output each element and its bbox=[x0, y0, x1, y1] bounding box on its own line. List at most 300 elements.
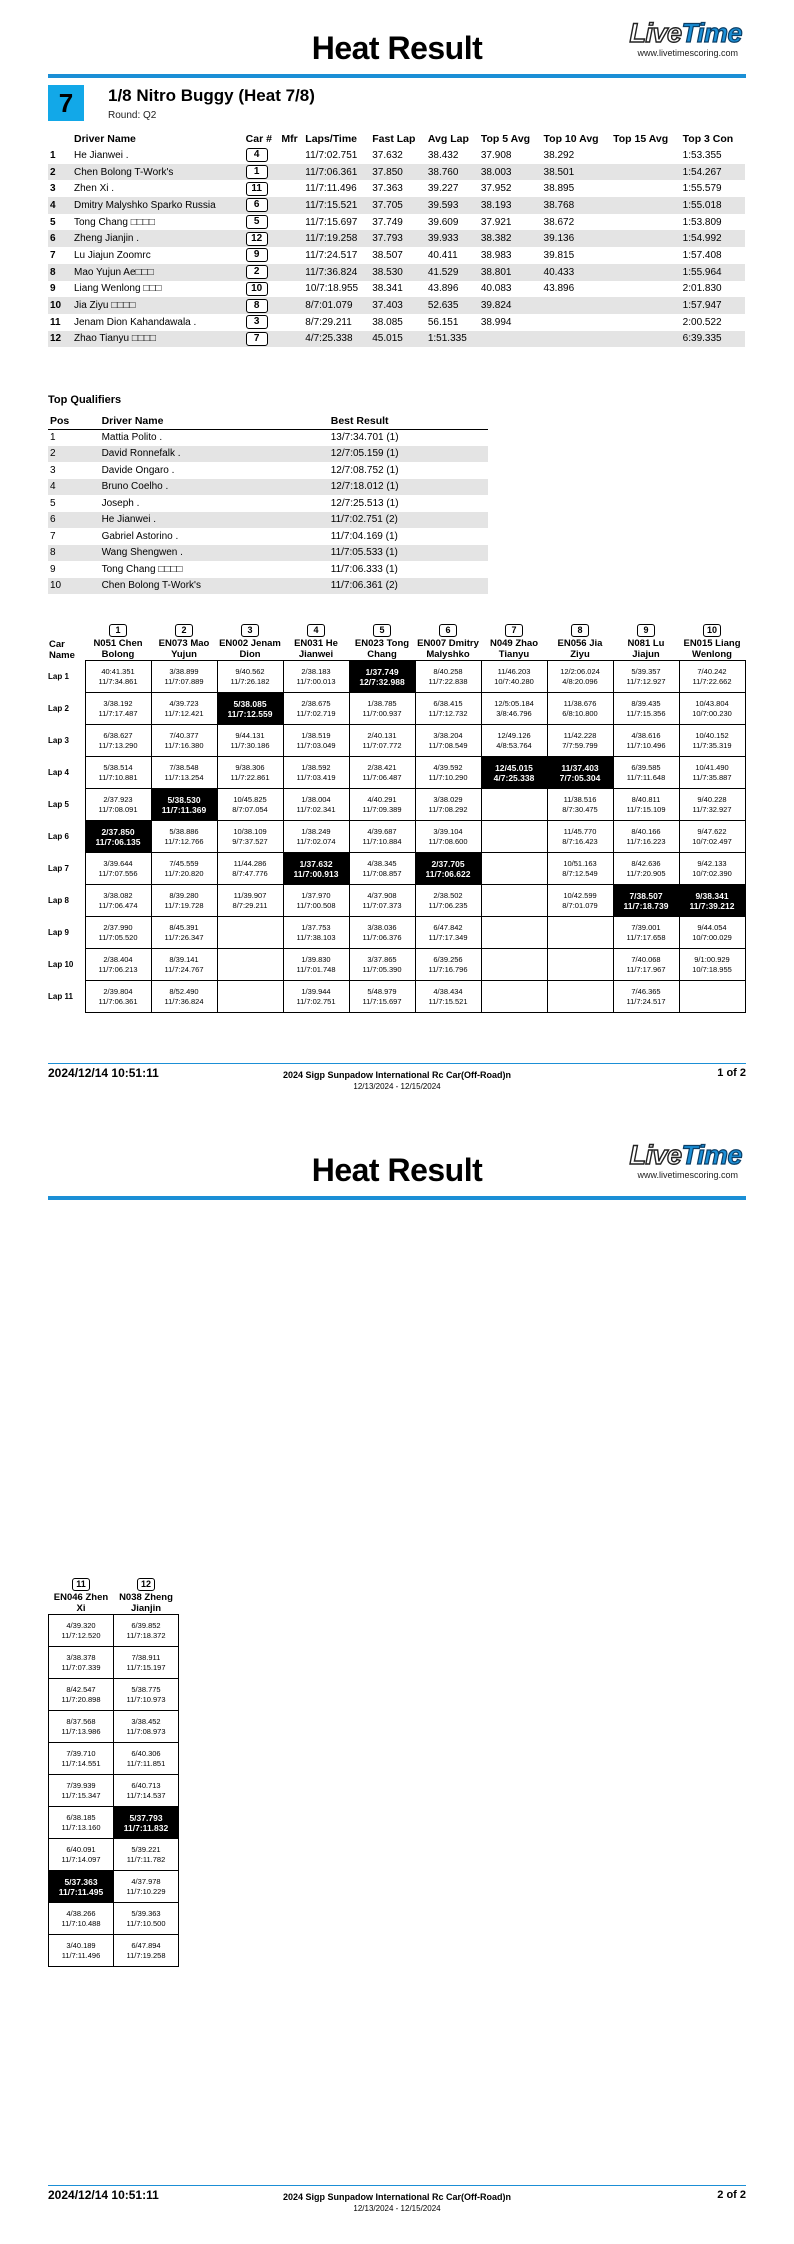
lap-time: 10/38.109 bbox=[233, 826, 267, 836]
lap-cumulative: 11/7:22.861 bbox=[230, 772, 270, 782]
lap-cumulative: 11/7:17.487 bbox=[98, 708, 138, 718]
lap-cell bbox=[217, 853, 283, 885]
car-driver-name: N038 Zheng Jianjin bbox=[119, 1592, 173, 1614]
empty-lap-cell bbox=[481, 981, 547, 1013]
lap-grid-row bbox=[48, 917, 745, 949]
results-cell: 1:55.579 bbox=[682, 183, 722, 195]
lap-cumulative: 11/7:13.160 bbox=[61, 1822, 101, 1832]
lap-cell bbox=[217, 757, 283, 789]
lap-time: 11/38.516 bbox=[563, 794, 597, 804]
qualifier-row bbox=[48, 479, 488, 496]
lap-cell bbox=[217, 789, 283, 821]
results-cell: Zheng Jianjin . bbox=[72, 230, 244, 247]
best-lap-cell bbox=[415, 853, 481, 885]
lap-cell bbox=[613, 853, 679, 885]
lap-time: 6/40.306 bbox=[131, 1748, 161, 1758]
empty-lap-cell bbox=[481, 789, 547, 821]
lap-cell bbox=[114, 1711, 179, 1743]
livetime-logo bbox=[597, 1140, 742, 1184]
qualifier-cell: 4 bbox=[48, 479, 100, 496]
results-cell bbox=[279, 180, 303, 197]
lap-time: 1/37.970 bbox=[301, 890, 331, 900]
results-cell: 11/7:36.824 bbox=[303, 264, 370, 281]
lap-grid-row bbox=[48, 949, 745, 981]
results-cell: 40.433 bbox=[542, 264, 612, 281]
lap-time: 8/39.280 bbox=[169, 890, 199, 900]
lap-label: Lap 9 bbox=[48, 927, 69, 937]
livetime-logo bbox=[597, 18, 742, 62]
results-cell: 37.705 bbox=[370, 197, 426, 214]
lap-cumulative: 11/7:06.487 bbox=[362, 772, 402, 782]
lap-cumulative: 11/7:11.495 bbox=[58, 1886, 104, 1897]
page-title: Heat Result bbox=[311, 1152, 483, 1188]
lap-cumulative: 11/7:11.496 bbox=[61, 1950, 101, 1960]
lap-time: 3/38.029 bbox=[433, 794, 463, 804]
empty-lap-cell bbox=[217, 949, 283, 981]
lap-time: 3/38.378 bbox=[66, 1652, 96, 1662]
lap-cell bbox=[283, 981, 349, 1013]
footer-rule bbox=[48, 2185, 746, 2186]
results-cell bbox=[279, 281, 303, 298]
lap-time: 4/37.978 bbox=[131, 1876, 161, 1886]
results-cell: 11 bbox=[50, 316, 61, 328]
lap-cell bbox=[49, 1903, 114, 1935]
lap-grid-row bbox=[48, 693, 745, 725]
lap-cumulative: 11/7:39.212 bbox=[689, 900, 735, 911]
results-cell: 8 bbox=[48, 264, 72, 281]
empty-lap-cell bbox=[481, 885, 547, 917]
results-cell bbox=[244, 214, 280, 231]
car-number-box: 4 bbox=[307, 624, 325, 637]
lap-time: 8/40.811 bbox=[631, 794, 661, 804]
lap-cell bbox=[415, 757, 481, 789]
lap-grid-row bbox=[49, 1743, 179, 1775]
empty-lap-cell bbox=[547, 981, 613, 1013]
results-row bbox=[48, 264, 745, 281]
lap-time: 5/38.530 bbox=[167, 794, 201, 805]
lap-time: 1/38.249 bbox=[301, 826, 331, 836]
qualifier-row bbox=[48, 561, 488, 578]
qualifier-cell: 12/7:25.513 (1) bbox=[330, 497, 399, 509]
lap-grid-car-header bbox=[85, 624, 151, 661]
lap-cumulative: 11/7:10.884 bbox=[362, 836, 402, 846]
lap-cumulative: 11/7:11.832 bbox=[123, 1822, 169, 1833]
empty-lap-cell bbox=[547, 917, 613, 949]
lap-cumulative: 11/7:24.517 bbox=[626, 996, 666, 1006]
lap-time: 9/47.622 bbox=[697, 826, 727, 836]
lap-time: 1/38.592 bbox=[301, 762, 331, 772]
car-number-box: 4 bbox=[246, 148, 268, 162]
lap-time: 5/37.363 bbox=[64, 1876, 98, 1887]
results-cell: 38.382 bbox=[479, 230, 542, 247]
car-number-box: 3 bbox=[246, 315, 268, 329]
car-number-box: 5 bbox=[373, 624, 391, 637]
car-number-box: 9 bbox=[246, 248, 268, 262]
lap-cell bbox=[547, 853, 613, 885]
lap-cumulative: 11/7:11.851 bbox=[126, 1758, 166, 1768]
lap-cell bbox=[481, 725, 547, 757]
results-cell: 9 bbox=[50, 283, 56, 295]
empty-lap-cell bbox=[481, 917, 547, 949]
car-number-box: 11 bbox=[72, 1578, 90, 1591]
car-number-box: 10 bbox=[246, 282, 268, 296]
lap-time: 3/38.036 bbox=[367, 922, 397, 932]
lap-time: 8/39.141 bbox=[169, 954, 199, 964]
lap-cumulative: 11/7:08.857 bbox=[362, 868, 402, 878]
best-lap-cell bbox=[151, 789, 217, 821]
lap-cell bbox=[151, 981, 217, 1013]
lap-time: 5/48.979 bbox=[367, 986, 397, 996]
lap-label: Lap 8 bbox=[48, 895, 69, 905]
lap-cumulative: 11/7:20.820 bbox=[164, 868, 204, 878]
lap-time: 2/38.502 bbox=[433, 890, 463, 900]
results-cell: 1:53.809 bbox=[682, 216, 722, 228]
lap-time: 2/38.183 bbox=[301, 666, 331, 676]
lap-cumulative: 8/7:29.211 bbox=[232, 900, 268, 910]
empty-lap-cell bbox=[481, 821, 547, 853]
lap-time: 6/38.627 bbox=[103, 730, 133, 740]
lap-time: 9/44.054 bbox=[697, 922, 727, 932]
results-cell: 5 bbox=[50, 216, 56, 228]
lap-cumulative: 10/7:00.230 bbox=[692, 708, 732, 718]
car-number-box: 10 bbox=[703, 624, 721, 637]
results-cell: 2 bbox=[48, 164, 72, 181]
lap-cell bbox=[349, 693, 415, 725]
lap-cumulative: 11/7:05.390 bbox=[362, 964, 402, 974]
lap-cumulative: 11/7:11.782 bbox=[126, 1854, 166, 1864]
qualifier-cell: 11/7:02.751 (2) bbox=[329, 512, 488, 529]
lap-cell bbox=[85, 693, 151, 725]
results-cell: 39.609 bbox=[427, 216, 459, 228]
results-cell: 43.896 bbox=[543, 283, 575, 295]
lap-grid-car-header bbox=[415, 624, 481, 661]
car-driver-name: EN056 Jia Ziyu bbox=[557, 638, 603, 660]
results-cell bbox=[611, 230, 681, 247]
results-cell: 4 bbox=[48, 197, 72, 214]
car-driver-name: EN031 He Jianwei bbox=[294, 638, 338, 660]
lap-cell bbox=[85, 885, 151, 917]
lap-cell bbox=[349, 789, 415, 821]
results-cell: 38.530 bbox=[370, 264, 426, 281]
qualifier-header-cell: Best Result bbox=[329, 413, 488, 429]
lap-cumulative: 8/7:16.423 bbox=[562, 836, 598, 846]
lap-cell bbox=[217, 821, 283, 853]
car-number-box: 5 bbox=[246, 215, 268, 229]
car-number-box: 9 bbox=[637, 624, 655, 637]
footer-event: 2024 Sigp Sunpadow International Rc Car(Off-Road)n bbox=[282, 1070, 512, 1080]
results-cell: 38.003 bbox=[479, 164, 542, 181]
lap-cell bbox=[151, 821, 217, 853]
lap-grid-row bbox=[49, 1615, 179, 1647]
lap-cell bbox=[613, 981, 679, 1013]
lap-time: 6/47.842 bbox=[433, 922, 463, 932]
results-cell bbox=[542, 331, 612, 348]
lap-grid-row-header bbox=[48, 624, 85, 661]
lap-time: 9/40.562 bbox=[235, 666, 265, 676]
results-cell: 38.507 bbox=[372, 249, 403, 261]
footer-date: 2024/12/14 10:51:11 bbox=[48, 1066, 159, 1080]
results-cell: Dmitry Malyshko Sparko Russia bbox=[72, 197, 244, 214]
lap-cell bbox=[415, 949, 481, 981]
qualifier-cell: 11/7:05.533 (1) bbox=[329, 545, 488, 562]
lap-time: 12/2:06.024 bbox=[560, 666, 600, 676]
lap-cell bbox=[415, 725, 481, 757]
lap-cumulative: 10/7:02.497 bbox=[692, 836, 732, 846]
lap-cell bbox=[415, 789, 481, 821]
lap-cumulative: 11/7:24.767 bbox=[164, 964, 204, 974]
lap-time: 1/39.830 bbox=[301, 954, 331, 964]
lap-cell bbox=[85, 757, 151, 789]
lap-time: 4/37.908 bbox=[367, 890, 397, 900]
lap-cell bbox=[679, 821, 745, 853]
lap-cumulative: 11/7:03.049 bbox=[296, 740, 336, 750]
lap-cumulative: 11/7:16.380 bbox=[164, 740, 204, 750]
lap-time: 5/37.793 bbox=[129, 1812, 163, 1823]
lap-time: 4/40.291 bbox=[367, 794, 397, 804]
results-row bbox=[48, 247, 745, 264]
lap-cumulative: 9/7:37.527 bbox=[232, 836, 268, 846]
lap-time: 9/44.131 bbox=[235, 730, 265, 740]
header-rule bbox=[48, 74, 746, 78]
lap-time: 4/38.345 bbox=[367, 858, 397, 868]
results-cell: Lu Jiajun Zoomrc bbox=[74, 249, 151, 261]
lap-time: 11/45.770 bbox=[563, 826, 597, 836]
lap-cumulative: 11/7:35.319 bbox=[692, 740, 732, 750]
best-lap-cell bbox=[349, 661, 415, 693]
lap-cumulative: 11/7:16.796 bbox=[428, 964, 468, 974]
lap-time: 9/38.341 bbox=[695, 890, 729, 901]
lap-time: 4/39.320 bbox=[66, 1620, 96, 1630]
results-cell bbox=[279, 230, 303, 247]
results-cell bbox=[279, 147, 303, 164]
car-number-box: 7 bbox=[246, 332, 268, 346]
lap-cell bbox=[481, 661, 547, 693]
results-cell: 37.921 bbox=[480, 216, 512, 228]
results-cell bbox=[244, 247, 280, 264]
results-row bbox=[48, 147, 745, 164]
results-cell bbox=[244, 264, 280, 281]
results-cell: 38.760 bbox=[426, 164, 479, 181]
lap-time: 2/39.804 bbox=[103, 986, 133, 996]
lap-cell bbox=[547, 693, 613, 725]
lap-time: 10/42.599 bbox=[563, 890, 597, 900]
results-header-cell: Top 3 Con bbox=[682, 132, 734, 145]
lap-cumulative: 11/7:10.488 bbox=[61, 1918, 101, 1928]
lap-cell bbox=[217, 661, 283, 693]
qualifier-row bbox=[48, 446, 488, 463]
results-cell: 10 bbox=[48, 297, 72, 314]
car-number-box: 3 bbox=[241, 624, 259, 637]
lap-time: 7/40.377 bbox=[169, 730, 199, 740]
results-cell bbox=[244, 281, 280, 298]
lap-cell bbox=[547, 885, 613, 917]
lap-grid-row bbox=[49, 1839, 179, 1871]
lap-cell bbox=[49, 1711, 114, 1743]
qualifier-row bbox=[48, 528, 488, 545]
results-cell bbox=[611, 297, 681, 314]
footer-page-number: 1 of 2 bbox=[717, 1067, 746, 1079]
qualifier-cell: Davide Ongaro . bbox=[101, 464, 175, 476]
qualifier-cell: 3 bbox=[50, 464, 56, 476]
results-cell: Mao Yujun Ae□□□ bbox=[72, 264, 244, 281]
lap-time: 11/46.203 bbox=[497, 666, 531, 676]
car-number-box: 2 bbox=[246, 265, 268, 279]
car-number-box: 1 bbox=[246, 165, 268, 179]
results-header-cell: Driver Name bbox=[74, 132, 136, 145]
lap-cell bbox=[114, 1775, 179, 1807]
lap-cumulative: 11/7:19.728 bbox=[164, 900, 204, 910]
lap-grid-page-2 bbox=[48, 1578, 179, 1967]
qualifier-cell: 2 bbox=[48, 446, 100, 463]
lap-cell bbox=[151, 885, 217, 917]
lap-time: 8/39.435 bbox=[631, 698, 661, 708]
lap-cell bbox=[283, 949, 349, 981]
lap-cumulative: 11/7:06.622 bbox=[425, 868, 471, 879]
lap-time: 7/46.365 bbox=[631, 986, 661, 996]
lap-time: 3/39.644 bbox=[103, 858, 133, 868]
results-cell bbox=[244, 197, 280, 214]
lap-cell bbox=[283, 725, 349, 757]
qualifier-cell: 6 bbox=[48, 512, 100, 529]
lap-time: 9/42.133 bbox=[697, 858, 727, 868]
results-cell bbox=[244, 331, 280, 348]
results-cell: Zhao Tianyu □□□□ bbox=[72, 331, 244, 348]
qualifier-cell: 9 bbox=[50, 563, 56, 575]
car-label: Car bbox=[49, 638, 65, 650]
lap-cumulative: 11/7:15.356 bbox=[626, 708, 666, 718]
lap-cumulative: 4/7:25.338 bbox=[493, 772, 535, 783]
car-driver-name: EN046 Zhen Xi bbox=[53, 1592, 109, 1614]
car-number-box: 6 bbox=[439, 624, 457, 637]
logo-text-live: Live bbox=[629, 18, 682, 48]
results-cell: 2:00.522 bbox=[682, 316, 722, 328]
lap-cumulative: 11/7:07.889 bbox=[164, 676, 204, 686]
empty-lap-cell bbox=[217, 917, 283, 949]
results-cell: 1:57.947 bbox=[681, 297, 745, 314]
lap-time: 3/38.452 bbox=[131, 1716, 161, 1726]
results-cell: 37.749 bbox=[372, 216, 403, 228]
results-cell: Jenam Dion Kahandawala . bbox=[74, 316, 197, 328]
qualifier-cell: 11/7:06.333 (1) bbox=[330, 563, 398, 575]
lap-time: 2/37.923 bbox=[103, 794, 133, 804]
results-cell bbox=[279, 264, 303, 281]
lap-time: 12/49.126 bbox=[497, 730, 531, 740]
qualifier-cell: 5 bbox=[50, 497, 56, 509]
qualifier-cell: He Jianwei . bbox=[100, 512, 329, 529]
lap-cumulative: 8/7:07.054 bbox=[232, 804, 268, 814]
results-row bbox=[48, 164, 745, 181]
results-header-cell: Laps/Time bbox=[305, 132, 358, 145]
lap-cumulative: 11/7:15.197 bbox=[126, 1662, 166, 1672]
empty-lap-cell bbox=[547, 949, 613, 981]
lap-time: 5/38.514 bbox=[103, 762, 133, 772]
results-row bbox=[48, 230, 745, 247]
lap-time: 4/39.723 bbox=[169, 698, 199, 708]
lap-time: 7/39.001 bbox=[631, 922, 661, 932]
results-row bbox=[48, 214, 745, 231]
lap-cell bbox=[349, 917, 415, 949]
results-cell bbox=[279, 331, 303, 348]
lap-time: 4/38.616 bbox=[631, 730, 661, 740]
results-cell: 11/7:15.697 bbox=[305, 216, 358, 228]
lap-cell bbox=[349, 949, 415, 981]
qualifier-cell: Chen Bolong T-Work's bbox=[100, 578, 329, 595]
results-cell: 10/7:18.955 bbox=[305, 283, 359, 295]
results-cell bbox=[279, 314, 303, 331]
lap-label: Lap 3 bbox=[48, 735, 69, 745]
lap-cell bbox=[85, 949, 151, 981]
car-number-box: 1 bbox=[109, 624, 127, 637]
results-cell bbox=[611, 147, 681, 164]
car-driver-name: EN073 Mao Yujun bbox=[158, 638, 210, 660]
lap-cumulative: 11/7:34.861 bbox=[98, 676, 138, 686]
results-cell: 11/7:19.258 bbox=[303, 230, 370, 247]
qualifier-cell: 12/7:05.159 (1) bbox=[329, 446, 488, 463]
car-driver-name: EN015 Liang Wenlong bbox=[683, 638, 741, 660]
lap-cell bbox=[679, 789, 745, 821]
results-header-cell: Top 10 Avg bbox=[543, 132, 599, 145]
lap-time: 2/40.131 bbox=[367, 730, 397, 740]
lap-cell bbox=[613, 917, 679, 949]
lap-cumulative: 11/7:07.556 bbox=[98, 868, 138, 878]
lap-cumulative: 8/7:12.549 bbox=[562, 868, 598, 878]
results-cell bbox=[611, 214, 681, 231]
results-cell: 8/7:01.079 bbox=[303, 297, 370, 314]
lap-cumulative: 11/7:15.109 bbox=[626, 804, 666, 814]
lap-cell bbox=[349, 885, 415, 917]
qualifier-cell: 12/7:18.012 (1) bbox=[329, 479, 488, 496]
lap-label: Lap 1 bbox=[48, 671, 69, 681]
results-cell: 11/7:06.361 bbox=[303, 164, 370, 181]
lap-cumulative: 11/7:14.537 bbox=[126, 1790, 166, 1800]
lap-cell bbox=[114, 1679, 179, 1711]
results-cell: 37.363 bbox=[372, 183, 403, 195]
lap-time: 9/40.228 bbox=[697, 794, 727, 804]
lap-time: 7/38.911 bbox=[131, 1652, 161, 1662]
results-cell: 1 bbox=[50, 149, 56, 161]
lap-cumulative: 11/7:01.748 bbox=[296, 964, 336, 974]
footer-event-dates: 12/13/2024 - 12/15/2024 bbox=[353, 1082, 441, 1091]
lap-grid-car-header bbox=[547, 624, 613, 661]
lap-cell bbox=[679, 949, 745, 981]
name-label: Name bbox=[49, 649, 75, 661]
lap-cumulative: 11/7:17.658 bbox=[626, 932, 666, 942]
results-row bbox=[48, 297, 745, 314]
best-lap-cell bbox=[613, 885, 679, 917]
race-title: 1/8 Nitro Buggy (Heat 7/8) bbox=[108, 86, 315, 105]
lap-cumulative: 11/7:11.648 bbox=[626, 772, 666, 782]
lap-cell bbox=[349, 981, 415, 1013]
lap-cumulative: 4/8:20.096 bbox=[562, 676, 598, 686]
lap-cell bbox=[114, 1935, 179, 1967]
qualifier-cell: 11/7:06.361 (2) bbox=[329, 578, 488, 595]
footer-rule bbox=[48, 1063, 746, 1064]
car-driver-name: N049 Zhao Tianyu bbox=[489, 638, 539, 660]
results-cell: 8/7:29.211 bbox=[305, 316, 352, 328]
lap-cumulative: 12/7:32.988 bbox=[359, 676, 405, 687]
results-cell: 37.793 bbox=[370, 230, 426, 247]
results-cell bbox=[611, 281, 681, 298]
lap-cumulative: 11/7:17.349 bbox=[428, 932, 468, 942]
results-cell: He Jianwei . bbox=[74, 149, 129, 161]
best-lap-cell bbox=[217, 693, 283, 725]
lap-cell bbox=[283, 661, 349, 693]
results-cell bbox=[611, 247, 681, 264]
results-cell bbox=[244, 314, 280, 331]
lap-cell bbox=[679, 757, 745, 789]
lap-cell bbox=[151, 949, 217, 981]
lap-time: 5/39.221 bbox=[131, 1844, 161, 1854]
